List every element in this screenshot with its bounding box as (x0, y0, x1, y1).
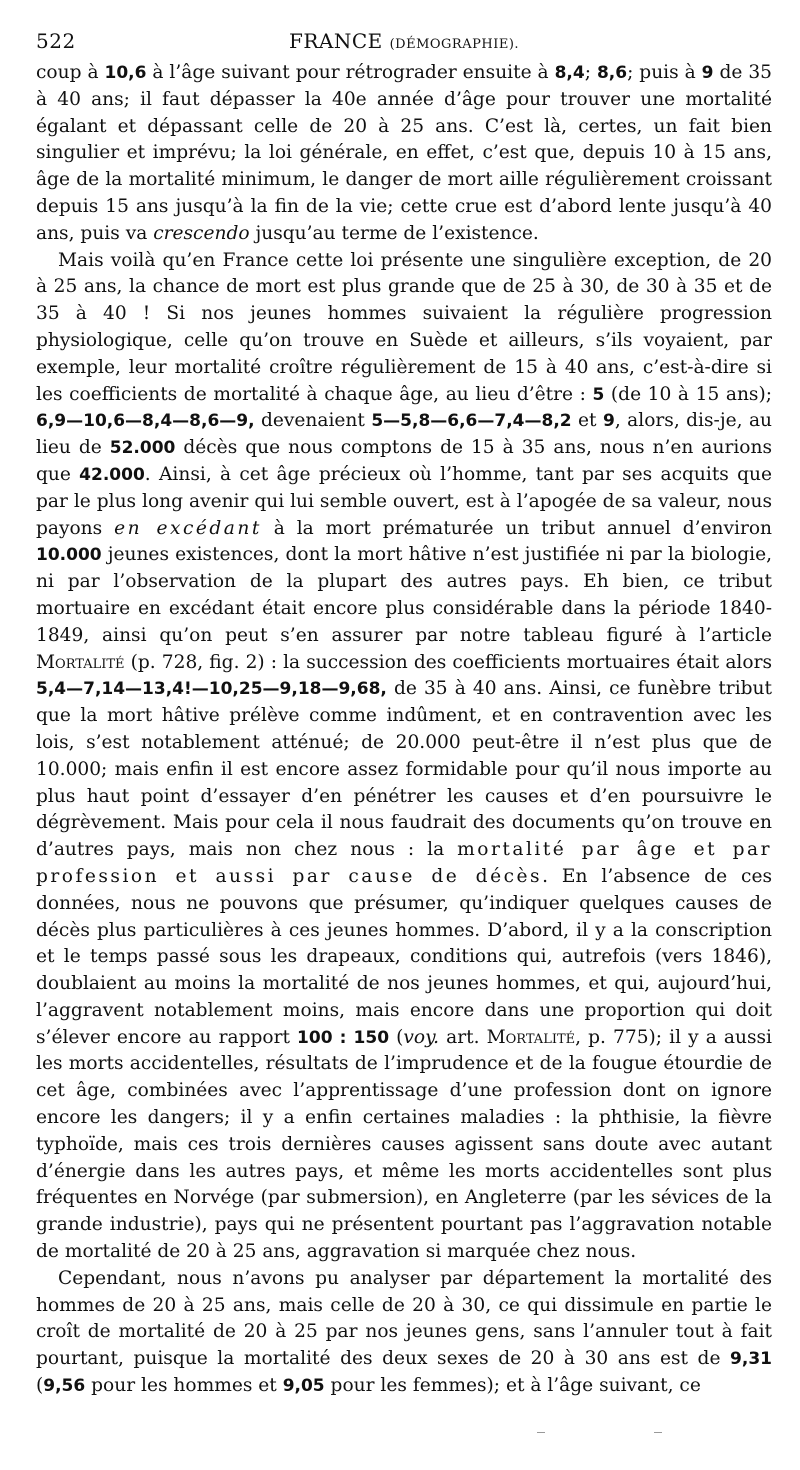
text-run: ( (389, 1026, 404, 1048)
paragraph (36, 248, 772, 1266)
text-run-styled: 100 : 150 (297, 1027, 390, 1048)
text-run: coup à (36, 62, 105, 83)
text-run: pour les femmes); et à l’âge suivant, ce (324, 1375, 701, 1397)
text-run-styled: 5 (592, 384, 605, 405)
text-run: décès que nous comptons de 15 à 35 ans, nous n’en aurions que (36, 437, 772, 485)
text-run: ; puis à (627, 62, 702, 83)
body-text (36, 60, 772, 1400)
text-run: . En l’absence de ces données, nous ne pouvons que présumer, qu’indiquer quelques causes de décès plus particulières à ces jeunes hommes. D’abord, il y a la conscription et le temps passé sous les drapeaux, conditions qui, autrefois (vers 1846), doublaient au moins la mortalité de nos jeunes hommes, et qui, aujourd’hui, l’aggravent notablement moins, mais encore dans une proportion qui doit s’élever encore au rapport (36, 865, 772, 1048)
text-run-styled: crescendo (153, 222, 250, 244)
page-number: 522 (36, 29, 76, 53)
text-run-styled: 10,6 (104, 63, 147, 83)
text-run-styled: Mortalité (486, 1026, 576, 1048)
text-run: de 35 à 40 ans. Ainsi, ce funèbre tribut que la mort hâtive prélève comme indûment, et en contravention avec les lois, s’est notablement atténué; de 20.000 peut-être il n’est plus que de 10.000; mais enfin il est encore assez formidable pour qu’il nous importe au plus haut point d’essayer d’en pénétrer les causes et d’en poursuivre le dégrèvement. Mais pour cela il nous faudrait des documents qu’on trouve en d’autres pays, mais non chez nous : la (36, 678, 772, 861)
text-run: à la mort prématurée un tribut annuel d’environ (261, 517, 773, 539)
running-header (36, 28, 772, 54)
text-run: ; (584, 62, 597, 83)
text-run: (p. 728, fig. 2) : la succession des coefficients mortuaires était alors (124, 651, 772, 673)
text-run-styled: 5,4—7,14—13,4!—10,25—9,18—9,68, (36, 679, 387, 700)
text-run: à l’âge suivant pour rétrograder ensuite à (146, 62, 555, 83)
text-run: pour les hommes et (85, 1375, 283, 1397)
text-run-styled: 42.000 (79, 464, 145, 485)
text-run: jeunes existences, dont la mort hâtive n’est justifiée ni par la biologie, ni par l’observation de la plupart des autres pays. Eh bien, ce tribut mortuaire en excédant était encore plus considérable dans la période 1840-1849, ainsi qu’on peut s’en assurer par notre tableau figuré à l’article (36, 544, 772, 646)
text-run: (de 10 à 15 ans); (604, 383, 772, 405)
text-run-styled: 9,05 (282, 1376, 325, 1397)
text-run-styled: 6,9—10,6—8,4—8,6—9, (36, 411, 255, 432)
text-run: de 35 à 40 ans; il faut dépasser la 40e année d’âge pour trouver une mortalité égalant et dépassant celle de 20 à 25 ans. C’est là, certes, un fait bien singulier et imprévu; la loi générale, en effet, c’est que, depuis 10 à 15 ans, âge de la mortalité minimum, le danger de mort aille régulièrement croissant depuis 15 ans jusqu’à la fin de la vie; cette crue est d’abord lente jusqu’à 40 ans, puis va (36, 62, 772, 244)
running-title-main: FRANCE (288, 29, 383, 53)
footer-marks (0, 1432, 800, 1442)
text-run: . Ainsi, à cet âge précieux où l’homme, tant par ses acquits que par le plus long avenir qui lui semble ouvert, est à l’apogée de sa valeur, nous payons (36, 463, 772, 539)
text-run-styled: 8,6 (596, 63, 628, 83)
text-run-styled: 9 (602, 411, 615, 432)
text-run-styled: 8,4 (554, 63, 585, 83)
text-run-styled: 9 (701, 63, 714, 83)
text-run: , alors, dis-je, au lieu de (36, 410, 773, 459)
text-run: Cependant, nous n’avons pu analyser par département la mortalité des hommes de 20 à 25 ans, mais celle de 20 à 30, ce qui dissimule en partie le croît de mortalité de 20 à 25 par nos jeunes gens, sans l’annuler tout à fait pourtant, puisque la mortalité des deux sexes de 20 à 30 ans est de (36, 1267, 772, 1370)
text-run: ( (36, 1375, 44, 1397)
text-run-styled: voy. (403, 1026, 440, 1048)
text-run: et (571, 410, 603, 432)
text-run-styled: 9,31 (730, 1349, 772, 1370)
text-run: , p. 775); il y a aussi les morts accidentelles, résultats de l’imprudence et de la fougue étourdie de cet âge, combinées avec l’apprentissage d’une profession dont on ignore encore les dangers; il y a enfin certaines maladies : la phthisie, la fièvre typhoïde, mais ces trois dernières causes agissent sans doute avec autant d’énergie dans les autres pays, et même les morts accidentelles sont plus fréquentes en Norvége (par submersion), en Angleterre (par les sévices de la grande industrie), pays qui ne présentent pourtant pas l’aggravation notable de mortalité de 20 à 25 ans, aggravation si marquée chez nous. (36, 1026, 772, 1263)
paragraph (36, 1266, 772, 1400)
text-run-styled: 9,56 (43, 1376, 86, 1397)
text-run-styled: en excédant (114, 517, 262, 539)
text-run: art. (439, 1026, 487, 1048)
text-run: Mais voilà qu’en France cette loi présente une singulière exception, de 20 à 25 ans, la chance de mort est plus grande que de 25 à 30, de 30 à 35 et de 35 à 40 ! Si nos jeunes hommes suivaient la régulière progression physiologique, celle qu’on trouve en Suède et ailleurs, s’ils voyaient, par exemple, leur mortalité croître régulièrement de 15 à 40 ans, c’est-à-dire si les coefficients de mortalité à chaque âge, au lieu d’être : (36, 249, 772, 405)
running-title-sub: (DÉMOGRAPHIE). (389, 37, 520, 52)
running-title (116, 28, 772, 58)
text-run-styled: 5—5,8—6,6—7,4—8,2 (371, 411, 572, 432)
text-run-styled: 10.000 (36, 545, 102, 566)
text-run-styled: Mortalité (36, 651, 125, 673)
text-run-styled: mortalité par âge et par profession et aussi par cause de décès (36, 839, 772, 887)
text-run-styled: 52.000 (109, 438, 176, 459)
paragraph (36, 60, 772, 248)
text-run: devenaient (254, 410, 372, 432)
text-run: jusqu’au terme de l’existence. (249, 222, 539, 244)
